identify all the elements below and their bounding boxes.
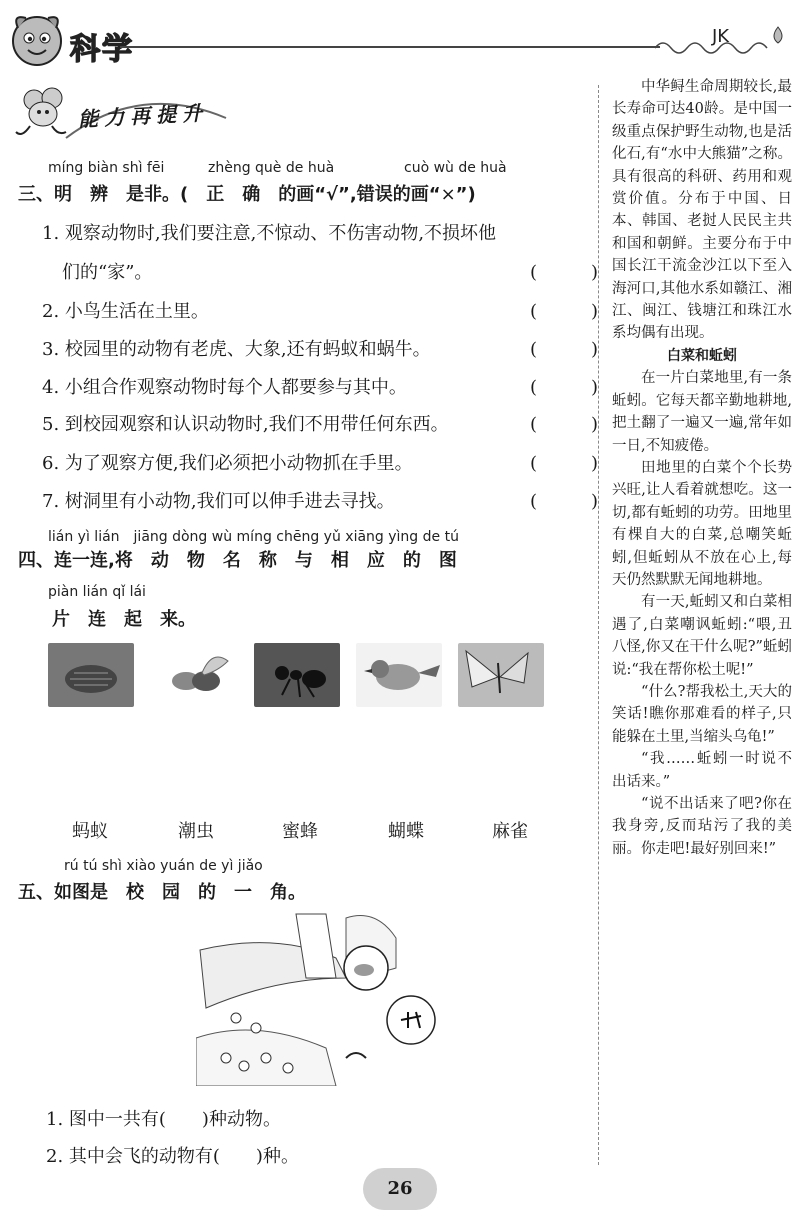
answer-blank[interactable]: ( )	[530, 301, 599, 322]
ant-photo[interactable]	[254, 643, 340, 707]
answer-blank[interactable]: ( )	[530, 414, 599, 435]
question-item: 4. 小组合作观察动物时每个人都要参与其中。	[42, 377, 407, 398]
sidebar-reading	[612, 76, 792, 860]
sidebar-paragraph: 中华鲟生命周期较长,最长寿命可达40龄。是中国一级重点保护野生动物,也是活化石,有“水中大熊猫”之称。具有很高的科研、药用和观赏价值。分布于中国、日本、韩国、老挝人民民主共和国和朝鲜。主要分布于中国长江干流金沙江以下至入海河口,其他水系如赣江、湘江、闽江、钱塘江和珠江水系均偶有出现。	[612, 79, 792, 342]
series-code: JK	[712, 26, 730, 47]
question-item: 5. 到校园观察和认识动物时,我们不用带任何东西。	[42, 414, 449, 435]
heading-text-end: ”)	[455, 184, 476, 205]
animal-name-butterfly[interactable]: 蝴蝶	[388, 821, 424, 842]
sidebar-paragraph: 有一天,蚯蚓又和白菜相遇了,白菜嘲讽蚯蚓:“喂,丑八怪,你又在干什么呢?”蚯蚓说:“我在帮你松土呢!”	[612, 594, 792, 678]
mascot-logo-icon	[6, 8, 68, 70]
question-item: 3. 校园里的动物有老虎、大象,还有蚂蚁和蜗牛。	[42, 339, 431, 360]
bee-photo[interactable]	[152, 643, 238, 707]
answer-blank[interactable]: ( )	[530, 339, 599, 360]
sidebar-paragraph: “我……蚯蚓一时说不出话来。”	[612, 751, 792, 790]
question-item: 2. 其中会飞的动物有( )种。	[46, 1146, 299, 1167]
section-heading-5: 五、如图是 校 园 的 一 角。	[18, 882, 306, 903]
animal-name-ant[interactable]: 蚂蚁	[72, 821, 108, 842]
answer-blank[interactable]: ( )	[530, 453, 599, 474]
story-title: 白菜和蚯蚓	[667, 347, 737, 364]
animal-name-bee[interactable]: 蜜蜂	[282, 821, 318, 842]
answer-blank[interactable]: ( )	[530, 262, 599, 283]
answer-blank[interactable]: ( )	[530, 491, 599, 512]
sidebar-paragraph: 田地里的白菜个个长势兴旺,让人看着就想吃。这一切,都有蚯蚓的功劳。田地里有棵自大的白菜,总嘲笑蚯蚓,但蚯蚓从不放在心上,每天仍然默默无闻地耕地。	[612, 459, 792, 588]
question-item: 6. 为了观察方便,我们必须把小动物抓在手里。	[42, 453, 413, 474]
animal-name-sparrow[interactable]: 麻雀	[492, 821, 528, 842]
heading-text: 三、明 辨 是非。( 正 确 的画“√”,错误的画“	[18, 184, 441, 205]
section-heading-3	[18, 180, 476, 206]
butterfly-photo[interactable]	[458, 643, 544, 707]
woodlouse-photo[interactable]	[48, 643, 134, 707]
section-heading-4: 四、连一连,将 动 物 名 称 与 相 应 的 图	[18, 550, 457, 571]
answer-blank[interactable]: ( )	[530, 377, 599, 398]
question-item: 2. 小鸟生活在土里。	[42, 301, 209, 322]
header-rule	[120, 46, 660, 48]
subject-title: 科学	[70, 32, 134, 67]
question-item-continuation: 们的“家”。	[62, 262, 153, 283]
pinyin-annotation: zhèng què de huà	[208, 160, 335, 176]
sparrow-photo[interactable]	[356, 643, 442, 707]
pinyin-annotation: piàn lián qǐ lái	[48, 584, 146, 600]
pinyin-annotation: míng biàn shì fēi	[48, 160, 165, 176]
campus-scene-illustration	[196, 908, 442, 1086]
question-item: 1. 观察动物时,我们要注意,不惊动、不伤害动物,不损坏他	[42, 223, 497, 244]
question-item: 1. 图中一共有( )种动物。	[46, 1109, 281, 1130]
sidebar-paragraph: “什么?帮我松土,天大的笑话!瞧你那难看的样子,只能躲在土里,当缩头乌龟!”	[612, 683, 792, 745]
sidebar-divider	[598, 85, 599, 1165]
question-item: 7. 树洞里有小动物,我们可以伸手进去寻找。	[42, 491, 395, 512]
cross-mark: ×	[440, 184, 456, 205]
pinyin-annotation: rú tú shì xiào yuán de yì jiǎo	[64, 858, 263, 874]
page-number: 26	[387, 1178, 413, 1199]
pinyin-annotation: lián yì lián jiāng dòng wù míng chēng yǔ xiāng yìng de tú	[48, 529, 459, 545]
animal-name-woodlouse[interactable]: 潮虫	[178, 821, 214, 842]
droplet-icon	[768, 25, 788, 47]
pinyin-annotation: cuò wù de huà	[404, 160, 507, 176]
sidebar-paragraph: 在一片白菜地里,有一条蚯蚓。它每天都辛勤地耕地,把土翻了一遍又一遍,常年如一日,不知疲倦。	[612, 370, 792, 454]
sidebar-paragraph: “说不出话来了吧?你在我身旁,反而玷污了我的美丽。你走吧!最好别回来!”	[612, 796, 792, 857]
section-heading-4-cont: 片 连 起 来。	[52, 609, 196, 630]
section-banner-title: 能力再提升	[77, 100, 209, 132]
